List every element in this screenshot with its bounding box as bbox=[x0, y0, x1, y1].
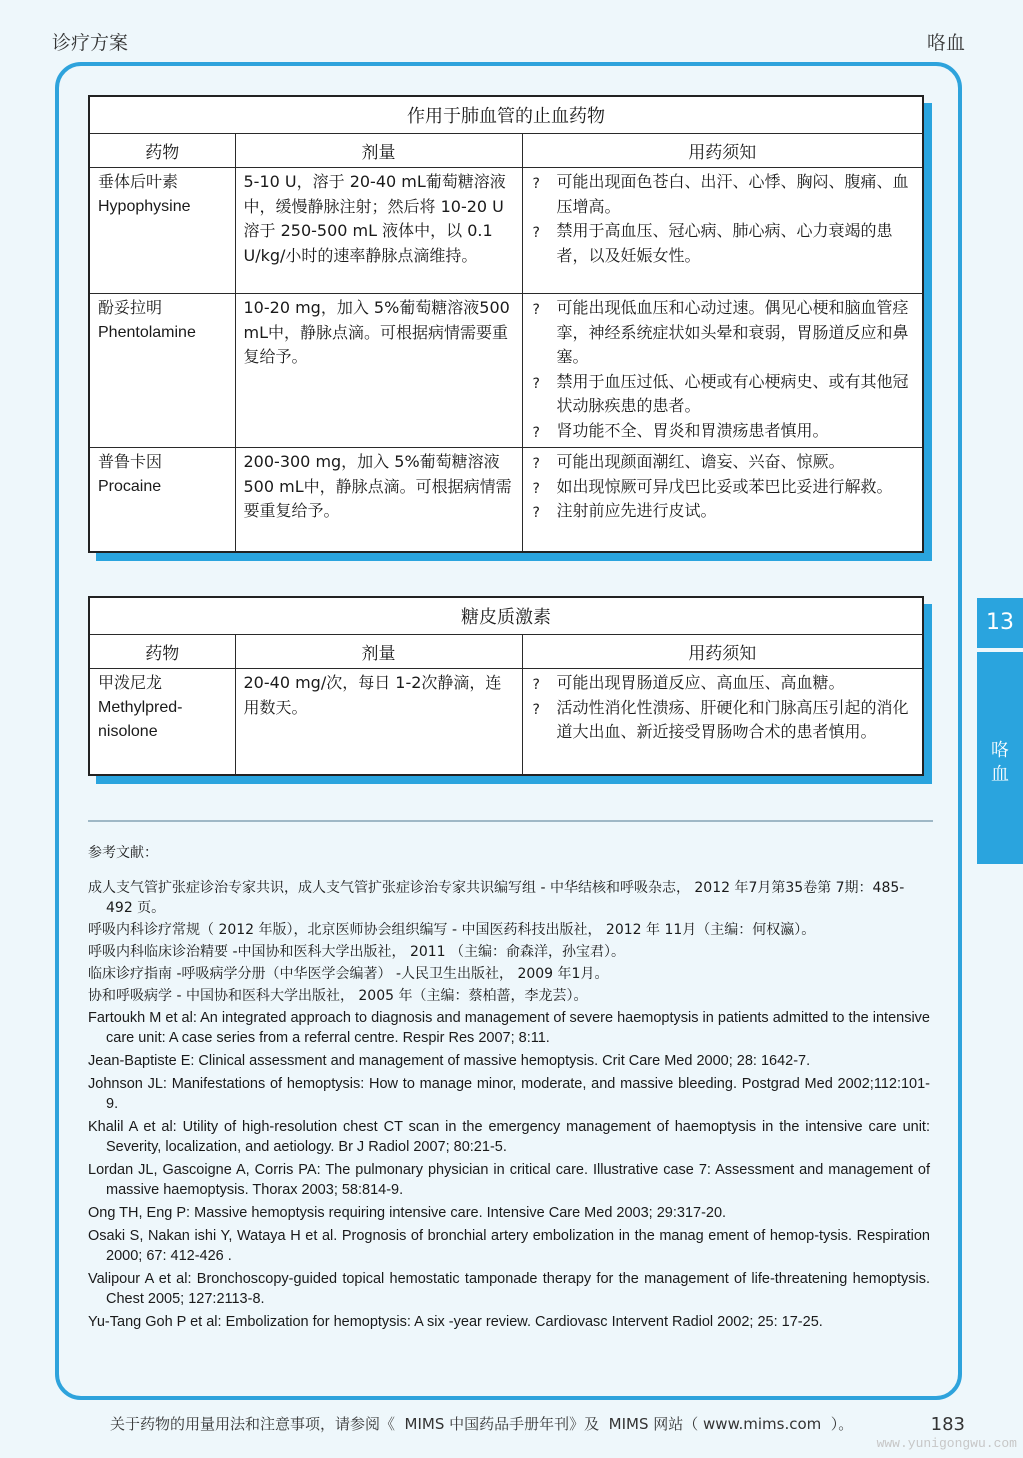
chapter-side-tab[interactable] bbox=[977, 652, 1023, 864]
col-header-dose: 剂量 bbox=[235, 134, 522, 168]
drug-cell bbox=[89, 448, 235, 552]
dose-cell: 200-300 mg，加入 5%葡萄糖溶液500 mL中，静脉点滴。可根据病情需要重复给予。 bbox=[235, 448, 522, 552]
dose-cell: 5-10 U，溶于 20-40 mL葡萄糖溶液中，缓慢静脉注射；然后将 10-20 U溶于 250-500 mL 液体中，以 0.1 U/kg/小时的速率静脉点滴维持。 bbox=[235, 168, 522, 294]
note-item: ? 可能出现面色苍白、出汗、心悸、胸闷、腹痛、血压增高。 bbox=[532, 172, 909, 216]
table-title: 糖皮质激素 bbox=[89, 597, 923, 635]
note-item: ? 禁用于血压过低、心梗或有心梗病史、或有其他冠状动脉疾患的患者。 bbox=[532, 371, 909, 415]
drug-name-cn: 甲泼尼龙 bbox=[98, 673, 163, 692]
bullet-icon: ? bbox=[532, 701, 540, 718]
table-title: 作用于肺血管的止血药物 bbox=[89, 96, 923, 134]
watermark: www.yunigongwu.com bbox=[876, 1436, 1017, 1451]
references-list bbox=[88, 878, 930, 1335]
section-divider bbox=[88, 820, 933, 822]
header-section-title: 诊疗方案 bbox=[52, 32, 129, 54]
reference-item: Johnson JL: Manifestations of hemoptysis: How to manage minor, moderate, and massive bleeding. Postgrad Med 2002;112:101-9. bbox=[88, 1076, 930, 1112]
col-header-drug: 药物 bbox=[89, 134, 235, 168]
notes-cell bbox=[522, 669, 923, 775]
reference-item: Khalil A et al: Utility of high-resolution chest CT scan in the emergency management of haemoptysis in the intensive care unit: Severity, localization, and aetiology. Br J Radiol 2007; 80:21-5. bbox=[88, 1119, 930, 1155]
col-header-drug: 药物 bbox=[89, 635, 235, 669]
drug-name-en: Phentolamine bbox=[98, 323, 196, 341]
dose-cell: 20-40 mg/次，每日 1-2次静滴，连用数天。 bbox=[235, 669, 522, 775]
table-row bbox=[89, 168, 923, 294]
notes-cell bbox=[522, 168, 923, 294]
note-item: ? 可能出现胃肠道反应、高血压、高血糖。 bbox=[531, 671, 915, 696]
drug-name-cn: 垂体后叶素 bbox=[98, 172, 179, 191]
reference-item: 临床诊疗指南 -呼吸病学分册（中华医学会编著） -人民卫生出版社， 2009 年1月。 bbox=[88, 966, 609, 982]
reference-item: 协和呼吸病学 - 中国协和医科大学出版社， 2005 年（主编：蔡柏蔷，李龙芸）。 bbox=[88, 988, 588, 1004]
chapter-number-tab[interactable]: 13 bbox=[977, 598, 1023, 648]
drug-cell bbox=[89, 669, 235, 775]
dose-cell: 10-20 mg，加入 5%葡萄糖溶液500 mL中，静脉点滴。可根据病情需要重复给予。 bbox=[235, 294, 522, 448]
table-row bbox=[89, 294, 923, 448]
bullet-icon: ? bbox=[532, 677, 540, 693]
reference-item: 呼吸内科诊疗常规（ 2012 年版），北京医师协会组织编写 - 中国医药科技出版社， 2012 年 11月（主编：何权瀛）。 bbox=[88, 922, 816, 938]
bullet-icon: ? bbox=[532, 176, 540, 192]
reference-item: Valipour A et al: Bronchoscopy-guided topical hemostatic tamponade therapy for the management of life-threatening hemoptysis. Chest 2005; 127:2113-8. bbox=[88, 1271, 930, 1307]
reference-item: Osaki S, Nakan ishi Y, Wataya H et al. Prognosis of bronchial artery embolization in the manag ement of hemop-tysis. Respiration 2000; 67: 412-426 . bbox=[88, 1228, 930, 1264]
note-item: ? 如出现惊厥可异戊巴比妥或苯巴比妥进行解救。 bbox=[531, 475, 915, 500]
col-header-notes: 用药须知 bbox=[522, 134, 923, 168]
bullet-icon: ? bbox=[532, 505, 540, 521]
note-item: ? 注射前应先进行皮试。 bbox=[531, 499, 915, 524]
drug-name-cn: 酚妥拉明 bbox=[98, 298, 163, 317]
reference-item: Jean-Baptiste E: Clinical assessment and management of massive hemoptysis. Crit Care Med 2000; 28: 1642-7. bbox=[88, 1053, 811, 1069]
note-item: ? 可能出现颜面潮红、谵妄、兴奋、惊厥。 bbox=[531, 450, 915, 475]
reference-item: Ong TH, Eng P: Massive hemoptysis requiring intensive care. Intensive Care Med 2003; 29:317-20. bbox=[88, 1205, 727, 1221]
side-tab-label: 咯 bbox=[991, 740, 1009, 761]
table-glucocorticoids bbox=[88, 596, 924, 776]
reference-item: 成人支气管扩张症诊治专家共识，成人支气管扩张症诊治专家共识编写组 - 中华结核和呼吸杂志， 2012 年7月第35卷第 7期：485-492 页。 bbox=[88, 880, 905, 916]
bullet-icon: ? bbox=[532, 480, 540, 497]
footer-note: 关于药物的用量用法和注意事项，请参阅《 MIMS 中国药品手册年刊》及 MIMS 网站（ www.mims.com ）。 bbox=[110, 1415, 854, 1433]
bullet-icon: ? bbox=[532, 375, 540, 392]
table-row bbox=[89, 448, 923, 552]
col-header-notes: 用药须知 bbox=[522, 635, 923, 669]
bullet-icon: ? bbox=[532, 302, 540, 318]
bullet-icon: ? bbox=[532, 424, 540, 441]
drug-name-en: Methylpred-nisolone bbox=[98, 698, 183, 740]
table-row bbox=[89, 669, 923, 775]
notes-cell bbox=[522, 448, 923, 552]
page-number: 183 bbox=[930, 1414, 965, 1435]
reference-item: Fartoukh M et al: An integrated approach to diagnosis and management of severe haemoptysis in patients admitted to the intensive care unit: A case series from a referral centre. Respir Res 2007; 8:11. bbox=[88, 1010, 930, 1046]
reference-item: 呼吸内科临床诊治精要 -中国协和医科大学出版社， 2011 （主编：俞森洋，孙宝君）。 bbox=[88, 944, 626, 960]
drug-name-en: Hypophysine bbox=[98, 197, 191, 215]
col-header-dose: 剂量 bbox=[235, 635, 522, 669]
header-chapter-title: 咯血 bbox=[926, 32, 965, 54]
note-item: ? 禁用于高血压、冠心病、肺心病、心力衰竭的患者，以及妊娠女性。 bbox=[532, 221, 893, 265]
drug-cell bbox=[89, 168, 235, 294]
reference-item: Lordan JL, Gascoigne A, Corris PA: The pulmonary physician in critical care. Illustrative case 7: Assessment and management of massive haemoptysis. Thorax 2003; 58:814-9. bbox=[88, 1162, 930, 1198]
drug-name-en: Procaine bbox=[98, 477, 162, 495]
drug-name-cn: 普鲁卡因 bbox=[98, 452, 163, 471]
table-pulmonary-hemostatics bbox=[88, 95, 924, 553]
references-heading: 参考文献： bbox=[88, 845, 158, 861]
note-item: ? 可能出现低血压和心动过速。偶见心梗和脑血管痉挛，神经系统症状如头晕和衰弱，胃肠道反应和鼻塞。 bbox=[532, 298, 909, 366]
reference-item: Yu-Tang Goh P et al: Embolization for hemoptysis: A six -year review. Cardiovasc Intervent Radiol 2002; 25: 17-25. bbox=[88, 1314, 823, 1330]
note-item: ? 活动性消化性溃疡、肝硬化和门脉高压引起的消化道大出血、新近接受胃肠吻合术的患者慎用。 bbox=[532, 697, 909, 741]
bullet-icon: ? bbox=[532, 456, 540, 472]
drug-cell bbox=[89, 294, 235, 448]
notes-cell bbox=[522, 294, 923, 448]
note-item: ? 肾功能不全、胃炎和胃溃疡患者慎用。 bbox=[531, 419, 915, 444]
bullet-icon: ? bbox=[532, 225, 540, 241]
side-tab-label: 血 bbox=[991, 764, 1009, 785]
